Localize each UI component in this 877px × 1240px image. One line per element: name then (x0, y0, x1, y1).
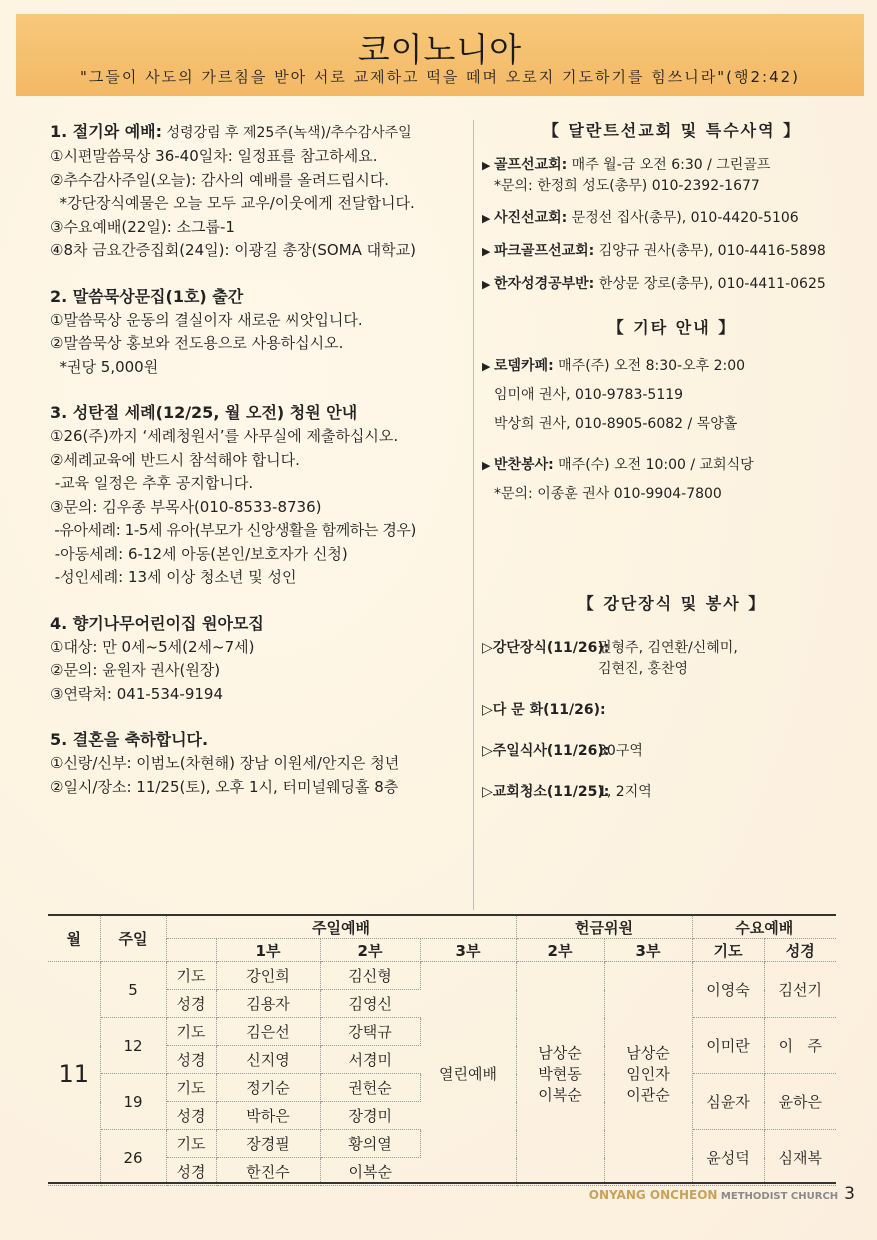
table-row: 11 5 기도 강인희 김신형 열린예배 남상순 박현동 이복순 남상순 임인자 이관순 이영숙 김선기 (48, 962, 836, 990)
announcement-line: ②말씀묵상 홍보와 전도용으로 사용하십시오. (50, 334, 344, 352)
table-row: 성경 한진수 이복순 (48, 1158, 836, 1186)
church-name-suffix: METHODIST CHURCH (717, 1191, 839, 1202)
announcement-line: ①26(주)까지 ‘세례청원서’를 사무실에 제출하십시오. (50, 427, 399, 445)
service-item-multicultural: ▷다 문 화(11/26): (482, 702, 606, 718)
announcement-4 (50, 612, 470, 707)
church-name: ONYANG ONCHEON (588, 1188, 718, 1202)
announcement-line: -성인세례: 13세 이상 청소년 및 성인 (50, 568, 297, 586)
header-week: 주일 (100, 915, 166, 962)
service-item-cleaning: ▷교회청소(11/25): 1, 2지역 (482, 784, 652, 800)
ministry-item-detail: *문의: 한정희 성도(총무) 010-2392-1677 (494, 178, 760, 194)
header-month: 월 (48, 915, 100, 962)
page-title: 코이노니아 (357, 30, 523, 69)
page-header (16, 14, 864, 96)
announcement-line: ②문의: 윤원자 권사(원장) (50, 661, 221, 679)
announcement-title: 5. 결혼을 축하합니다. (50, 730, 209, 749)
header-offering-second: 2부 (516, 939, 604, 962)
announcement-title: 2. 말씀묵상문집(1호) 출간 (50, 286, 244, 306)
table-row: 19 기도 정기순 권헌순 심윤자 윤하은 (48, 1074, 836, 1102)
announcement-line: ②추수감사주일(오늘): 감사의 예배를 올려드립시다. (50, 170, 390, 189)
announcement-5 (50, 728, 470, 799)
header-wednesday-service: 수요예배 (692, 915, 836, 939)
week-cell: 12 (100, 1018, 166, 1074)
triangle-bullet-icon: ▶ (482, 459, 491, 472)
announcement-line: -교육 일정은 추후 공지합니다. (50, 474, 254, 492)
info-item-detail: *문의: 이종훈 권사 010-9904-7800 (494, 486, 722, 502)
announcement-title: 3. 성탄절 세례(12/25, 월 오전) 청원 안내 (50, 403, 358, 422)
triangle-bullet-icon: ▶ (482, 212, 491, 225)
table-row: 성경 박하은 장경미 (48, 1102, 836, 1130)
header-sunday-service: 주일예배 (166, 915, 516, 939)
announcement-title: 4. 향기나무어린이집 원아모집 (50, 613, 264, 633)
info-item-banchan: ▶ 반찬봉사: 매주(수) 오전 10:00 / 교회식당 *문의: 이종훈 권사 010-9904-7800 (482, 451, 862, 509)
announcement-line: ④8차 금요간증집회(24일): 이광길 총장(SOMA 대학교) (50, 241, 416, 259)
ministry-column (482, 118, 862, 823)
announcement-title-detail: 성령강림 후 제25주(녹색)/추수감사주일 (162, 125, 412, 141)
table-row: 성경 김용자 김영신 (48, 990, 836, 1018)
info-item-detail: 임미애 권사, 010-9783-5119 (494, 387, 684, 403)
announcement-line: ①시편말씀묵상 36-40일차: 일정표를 참고하세요. (50, 147, 378, 165)
page-number: 3 (844, 1184, 855, 1204)
ministry-item-hanja: ▶ 한자성경공부반: 한상문 장로(총무), 010-4411-0625 (482, 274, 862, 295)
info-item-cafe: ▶ 로뎀카페: 매주(주) 오전 8:30-오후 2:00 임미애 권사, 010-9783-5119 박상희 권사, 010-8905-6082 / 목양홀 (482, 352, 862, 439)
header-second: 2부 (320, 939, 420, 962)
triangle-bullet-icon: ▶ (482, 278, 491, 291)
table-row: 성경 신지영 서경미 (48, 1046, 836, 1074)
announcement-title: 1. 절기와 예배: (50, 122, 163, 141)
week-cell: 19 (100, 1074, 166, 1130)
announcement-line: ③수요예배(22일): 소그룹-1 (50, 217, 235, 236)
section-heading-service: 【 강단장식 및 봉사 】 (577, 594, 767, 613)
ministry-item-golf: ▶ 골프선교회: 매주 월-금 오전 6:30 / 그린골프 *문의: 한정희 성도(총무) 010-2392-1677 (482, 155, 862, 196)
header-third: 3부 (420, 939, 516, 962)
announcement-line: *권당 5,000원 (50, 357, 159, 376)
info-item-detail: 박상희 권사, 010-8905-6082 / 목양홀 (494, 416, 738, 432)
offering-third-cell: 남상순 임인자 이관순 (604, 962, 692, 1186)
header-verse: "그들이 사도의 가르침을 받아 서로 교제하고 떡을 떼며 오로지 기도하기를 힘쓰니라"(행2:42) (79, 68, 801, 86)
announcement-line: ②세례교육에 반드시 참석해야 합니다. (50, 450, 300, 469)
triangle-bullet-icon: ▶ (482, 245, 491, 258)
announcement-line: ①말씀묵상 운동의 결실이자 새로운 씨앗입니다. (50, 310, 363, 329)
week-cell: 5 (100, 962, 166, 1018)
header-prayer: 기도 (692, 939, 764, 962)
announcement-1 (50, 120, 470, 263)
triangle-bullet-icon: ▶ (482, 360, 491, 373)
service-schedule-table (48, 914, 836, 1186)
third-service-cell: 열린예배 (420, 962, 516, 1186)
offering-second-cell: 남상순 박현동 이복순 (516, 962, 604, 1186)
ministry-item-parkgolf: ▶ 파크골프선교회: 김양규 권사(총무), 010-4416-5898 (482, 241, 862, 262)
ministry-item-photo: ▶ 사진선교회: 문정선 집사(총무), 010-4420-5106 (482, 208, 862, 229)
announcement-line: ③문의: 김우종 부목사(010-8533-8736) (50, 497, 322, 516)
header-offering: 헌금위원 (516, 915, 692, 939)
section-heading-ministry: 【 달란트선교회 및 특수사역 】 (542, 121, 802, 140)
header-scripture: 성경 (764, 939, 836, 962)
week-cell: 26 (100, 1130, 166, 1186)
service-item-meal: ▷주일식사(11/26): 30구역 (482, 743, 643, 759)
page-footer (589, 1184, 855, 1204)
announcement-line: ①신랑/신부: 이범노(차현해) 장남 이원세/안지은 청년 (50, 754, 400, 772)
announcement-line: ①대상: 만 0세~5세(2세~7세) (50, 637, 255, 656)
announcement-2 (50, 285, 470, 380)
announcement-line: -아동세례: 6-12세 아동(본인/보호자가 신청) (50, 544, 348, 563)
service-item-decoration: ▷강단장식(11/26): 권형주, 김연환/신혜미, 김현진, 홍찬영 (482, 640, 738, 677)
announcement-line: ③연락처: 041-534-9194 (50, 684, 223, 703)
table-row: 26 기도 장경필 황의열 윤성덕 심재복 (48, 1130, 836, 1158)
triangle-bullet-icon: ▶ (482, 159, 491, 172)
announcements-column (50, 120, 470, 821)
header-first: 1부 (216, 939, 320, 962)
column-divider (473, 120, 474, 910)
section-heading-other: 【 기타 안내 】 (607, 318, 737, 337)
table-row: 12 기도 김은선 강택규 이미란 이 주 (48, 1018, 836, 1046)
announcement-line: ②일시/장소: 11/25(토), 오후 1시, 터미널웨딩홀 8층 (50, 777, 399, 796)
announcement-line: *강단장식예물은 오늘 모두 교우/이웃에게 전달합니다. (50, 194, 415, 212)
header-offering-third: 3부 (604, 939, 692, 962)
announcement-line: -유아세례: 1-5세 유아(부모가 신앙생활을 함께하는 경우) (50, 521, 416, 539)
announcement-3 (50, 401, 470, 590)
month-cell: 11 (48, 962, 100, 1186)
